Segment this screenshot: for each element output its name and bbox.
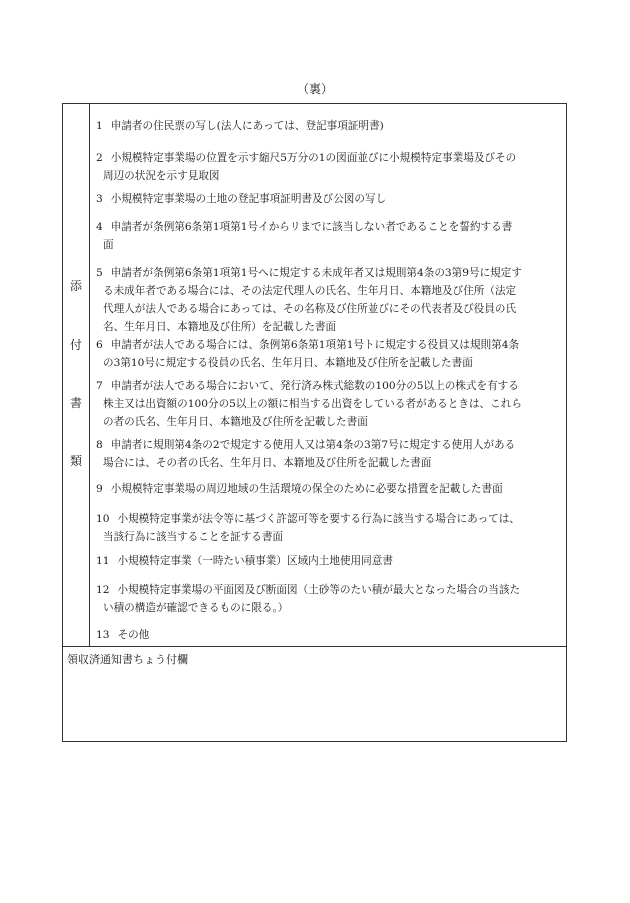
- item-text: 株主又は出資額の100分の5以上の額に相当する出資をしている者があるときは、これら: [103, 398, 522, 410]
- item-text: 小規模特定事業（一時たい積事業）区域内土地使用同意書: [117, 555, 393, 567]
- item-text: 申請者に規則第4条の2で規定する使用人又は第4条の3第7号に規定する使用人がある: [110, 439, 516, 451]
- attachment-item-3: [96, 190, 560, 208]
- item-text: 小規模特定事業場の平面図及び断面図（土砂等のたい積が最大となった場合の当該た: [117, 584, 521, 596]
- item-text: 場合には、その者の氏名、生年月日、本籍地及び住所を記載した書面: [103, 457, 432, 469]
- item-text: 代理人が法人である場合にあっては、その名称及び住所並びにその代表者及び役員の氏: [103, 303, 517, 315]
- attachments-side-label: [63, 104, 90, 646]
- item-text: 申請者が条例第6条第1項第1号へに規定する未成年者又は規則第4条の3第9号に規定す: [110, 267, 522, 279]
- item-number: 7: [96, 380, 103, 392]
- item-text: 面: [103, 239, 114, 251]
- attachment-item-1: [96, 117, 560, 135]
- attachment-item-8: [96, 436, 560, 472]
- item-text: 名、生年月日、本籍地及び住所）を記載した書面: [103, 321, 337, 333]
- side-label-char: 書: [69, 396, 82, 410]
- attachment-item-4: [96, 218, 560, 254]
- item-text: 申請者が条例第6条第1項第1号イからリまでに該当しない者であることを誓約する書: [110, 221, 513, 233]
- item-number: 13: [96, 629, 110, 641]
- item-number: 10: [96, 513, 110, 525]
- receipt-stamp-label: 領収済通知書ちょう付欄: [67, 653, 188, 666]
- attachment-item-11: [96, 552, 560, 570]
- side-label-char: 類: [69, 454, 82, 468]
- item-number: 11: [96, 555, 110, 567]
- item-number: 12: [96, 584, 110, 596]
- attachment-form-table: [62, 103, 567, 742]
- attachment-item-13: [96, 626, 560, 644]
- item-text: る未成年者である場合には、その法定代理人の氏名、生年月日、本籍地及び住所（法定: [103, 285, 517, 297]
- attachment-item-6: [96, 336, 560, 372]
- attachment-item-10: [96, 510, 560, 546]
- side-label-char: 添: [69, 279, 82, 293]
- item-text: その他: [117, 629, 150, 641]
- item-number: 2: [96, 152, 103, 164]
- item-number: 5: [96, 267, 103, 279]
- attachment-item-9: [96, 480, 560, 498]
- item-number: 9: [96, 483, 103, 495]
- item-text: い積の構造が確認できるものに限る。）: [103, 602, 289, 614]
- attachment-item-12: [96, 581, 560, 617]
- item-number: 6: [96, 339, 103, 351]
- page-heading: （裏）: [296, 82, 333, 96]
- item-text: 当該行為に該当することを証する書面: [103, 531, 284, 543]
- item-text: 小規模特定事業場の周辺地域の生活環境の保全のために必要な措置を記載した書面: [110, 483, 503, 495]
- item-text: の3第10号に規定する役員の氏名、生年月日、本籍地及び住所を記載した書面: [103, 357, 473, 369]
- item-text: 申請者が法人である場合において、発行済み株式総数の100分の5以上の株式を有する: [110, 380, 519, 392]
- item-number: 4: [96, 221, 103, 233]
- item-text: 小規模特定事業場の土地の登記事項証明書及び公図の写し: [110, 193, 387, 205]
- item-text: 申請者の住民票の写し(法人にあっては、登記事項証明書): [110, 120, 384, 132]
- attachment-item-5: [96, 264, 560, 336]
- item-number: 1: [96, 120, 103, 132]
- attachments-section: [63, 104, 566, 647]
- side-label-char: 付: [69, 338, 82, 352]
- item-text: 小規模特定事業場の位置を示す縮尺5万分の1の図面並びに小規模特定事業場及びその: [110, 152, 517, 164]
- item-text: 周辺の状況を示す見取図: [103, 170, 220, 182]
- item-number: 3: [96, 193, 103, 205]
- item-text: の者の氏名、生年月日、本籍地及び住所を記載した書面: [103, 416, 368, 428]
- attachment-item-2: [96, 149, 560, 185]
- attachment-item-7: [96, 377, 560, 431]
- item-text: 小規模特定事業が法令等に基づく許認可等を要する行為に該当する場合にあっては、: [117, 513, 520, 525]
- item-text: 申請者が法人である場合には、条例第6条第1項第1号トに規定する役員又は規則第4条: [110, 339, 520, 351]
- item-number: 8: [96, 439, 103, 451]
